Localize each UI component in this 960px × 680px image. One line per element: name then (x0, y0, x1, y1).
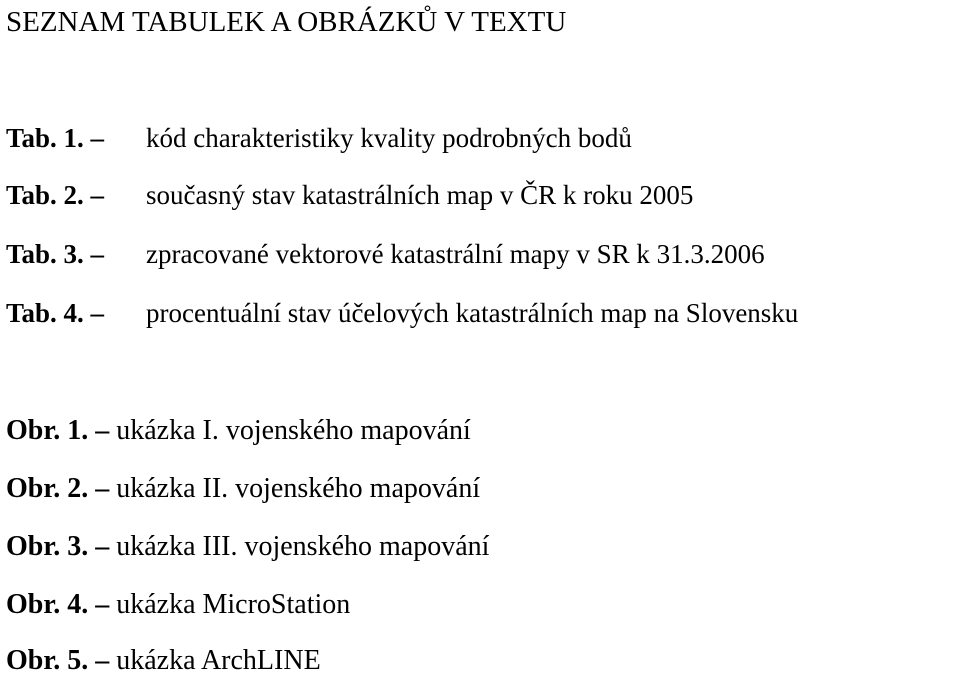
figure-caption: ukázka II. vojenského mapování (116, 473, 481, 504)
figure-caption: ukázka ArchLINE (116, 645, 321, 676)
table-label: Tab. 1. – (6, 123, 105, 153)
table-list-item (6, 177, 693, 213)
table-label: Tab. 4. – (6, 298, 105, 328)
table-list-item (6, 295, 798, 331)
table-caption: procentuální stav účelových katastrálních map na Slovensku (146, 298, 799, 328)
figure-list-item (6, 642, 321, 680)
page-title: SEZNAM TABULEK A OBRÁZKŮ V TEXTU (6, 6, 567, 38)
figure-caption: ukázka MicroStation (116, 589, 351, 620)
figure-list-item (6, 528, 489, 566)
figure-label: Obr. 2. – (6, 473, 110, 504)
figure-label: Obr. 3. – (6, 531, 110, 562)
table-list-item (6, 120, 632, 156)
figure-caption: ukázka III. vojenského mapování (116, 531, 490, 562)
figure-caption: ukázka I. vojenského mapování (116, 415, 471, 446)
figure-list-item (6, 412, 471, 450)
table-list-item (6, 236, 765, 272)
table-caption: kód charakteristiky kvality podrobných bodů (146, 123, 632, 153)
figure-list-item (6, 586, 350, 624)
table-label: Tab. 2. – (6, 180, 105, 210)
figure-label: Obr. 5. – (6, 645, 110, 676)
figure-label: Obr. 4. – (6, 589, 110, 620)
table-caption: současný stav katastrálních map v ČR k roku 2005 (146, 180, 694, 210)
table-label: Tab. 3. – (6, 239, 105, 269)
figure-list-item (6, 470, 480, 508)
figure-label: Obr. 1. – (6, 415, 110, 446)
table-caption: zpracované vektorové katastrální mapy v SR k 31.3.2006 (146, 239, 765, 269)
